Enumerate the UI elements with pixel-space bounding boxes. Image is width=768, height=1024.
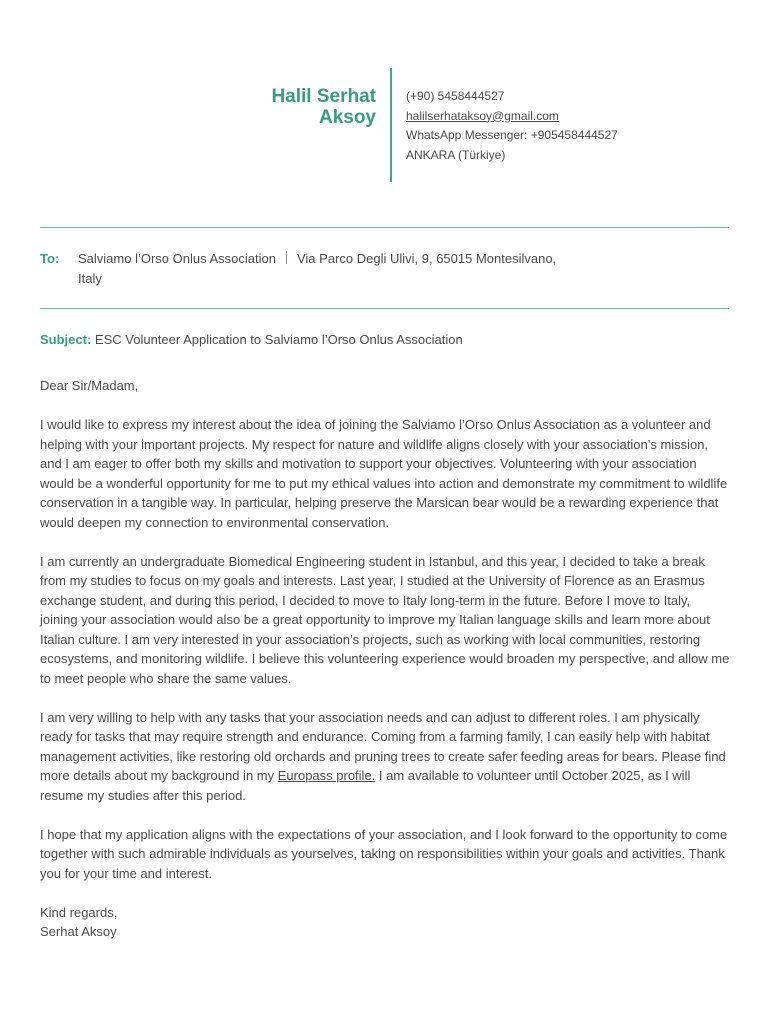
paragraph-1: I would like to express my interest about the idea of joining the Salviamo l’Orso Onlus Association as a volunteer and helping with your important projects. My respect for nature and wildlife aligns closely with your association’s mission, and I am eager to offer both my skills and motivation to support your objectives. Volunteering with your association would be a wonderful opportunity for me to put my ethical values into action and demonstrate my commitment to wildlife conservation in a tangible way. In particular, helping preserve the Marsican bear would be a rewarding experience that would deepen my connection to environmental conservation.	[40, 417, 728, 530]
letter-header	[0, 68, 768, 182]
recipient-organization: Salviamo l’Orso Onlus Association	[78, 251, 276, 266]
contact-info	[406, 87, 618, 165]
subject-line	[40, 330, 463, 350]
paragraph-3-text-b: I am available to volunteer until October 2025, as I will resume my studies after this period.	[40, 768, 691, 803]
sender-name-line1: Halil Serhat	[271, 86, 376, 107]
closing-block	[40, 903, 730, 942]
divider-top	[40, 227, 729, 228]
divider-bottom	[40, 308, 729, 309]
paragraph-4: I hope that my application aligns with the expectations of your association, and I look forward to the opportunity to come together with such admirable individuals as yourselves, taking on responsibilities within your goals and activities. Thank you for your time and interest.	[40, 826, 728, 881]
paragraph-3	[40, 708, 730, 806]
subject-label: Subject:	[40, 332, 92, 347]
recipient-text	[78, 249, 598, 288]
letter-body	[40, 376, 730, 942]
email-link[interactable]: halilserhataksoy@gmail.com	[406, 108, 559, 123]
recipient-country: Italy	[78, 270, 102, 286]
sender-name	[271, 86, 376, 128]
recipient-address: Via Parco Degli Ulivi, 9, 65015 Montesilvano,	[296, 251, 557, 266]
greeting: Dear Sir/Madam,	[40, 378, 139, 393]
phone-number: (+90) 5458444527	[406, 89, 505, 103]
whatsapp-number: WhatsApp Messenger: +905458444527	[406, 128, 618, 142]
sender-name-line2: Aksoy	[318, 107, 376, 128]
signature: Serhat Aksoy	[40, 924, 117, 939]
recipient-label: To:	[40, 251, 60, 266]
paragraph-3-text-a: I am very willing to help with any tasks that your association needs and can adjust to different roles. I am physically ready for tasks that may require strength and endurance. Coming from a farming family, I can easily help with habitat management activities, like restoring old orchards and pruning trees to create safer feeding areas for bears. Please find more details about my background in my	[40, 709, 726, 783]
europass-profile-link[interactable]: Europass profile.	[277, 768, 376, 783]
closing: Kind regards,	[40, 904, 118, 920]
header-divider	[390, 68, 392, 182]
recipient-separator	[286, 251, 287, 264]
subject-text: ESC Volunteer Application to Salviamo l’Orso Onlus Association	[94, 332, 463, 347]
location: ANKARA (Türkiye)	[406, 147, 506, 162]
paragraph-2: I am currently an undergraduate Biomedical Engineering student in Istanbul, and this year, I decided to take a break from my studies to focus on my goals and interests. Last year, I studied at the University of Florence as an Erasmus exchange student, and during this period, I decided to move to Italy long-term in the future. Before I move to Italy, joining your association would also be a great opportunity to improve my Italian language skills and learn more about Italian culture. I am very interested in your association’s projects, such as working with local communities, restoring ecosystems, and monitoring wildlife. I believe this volunteering experience would broaden my perspective, and allow me to meet people who share the same values.	[40, 553, 730, 686]
